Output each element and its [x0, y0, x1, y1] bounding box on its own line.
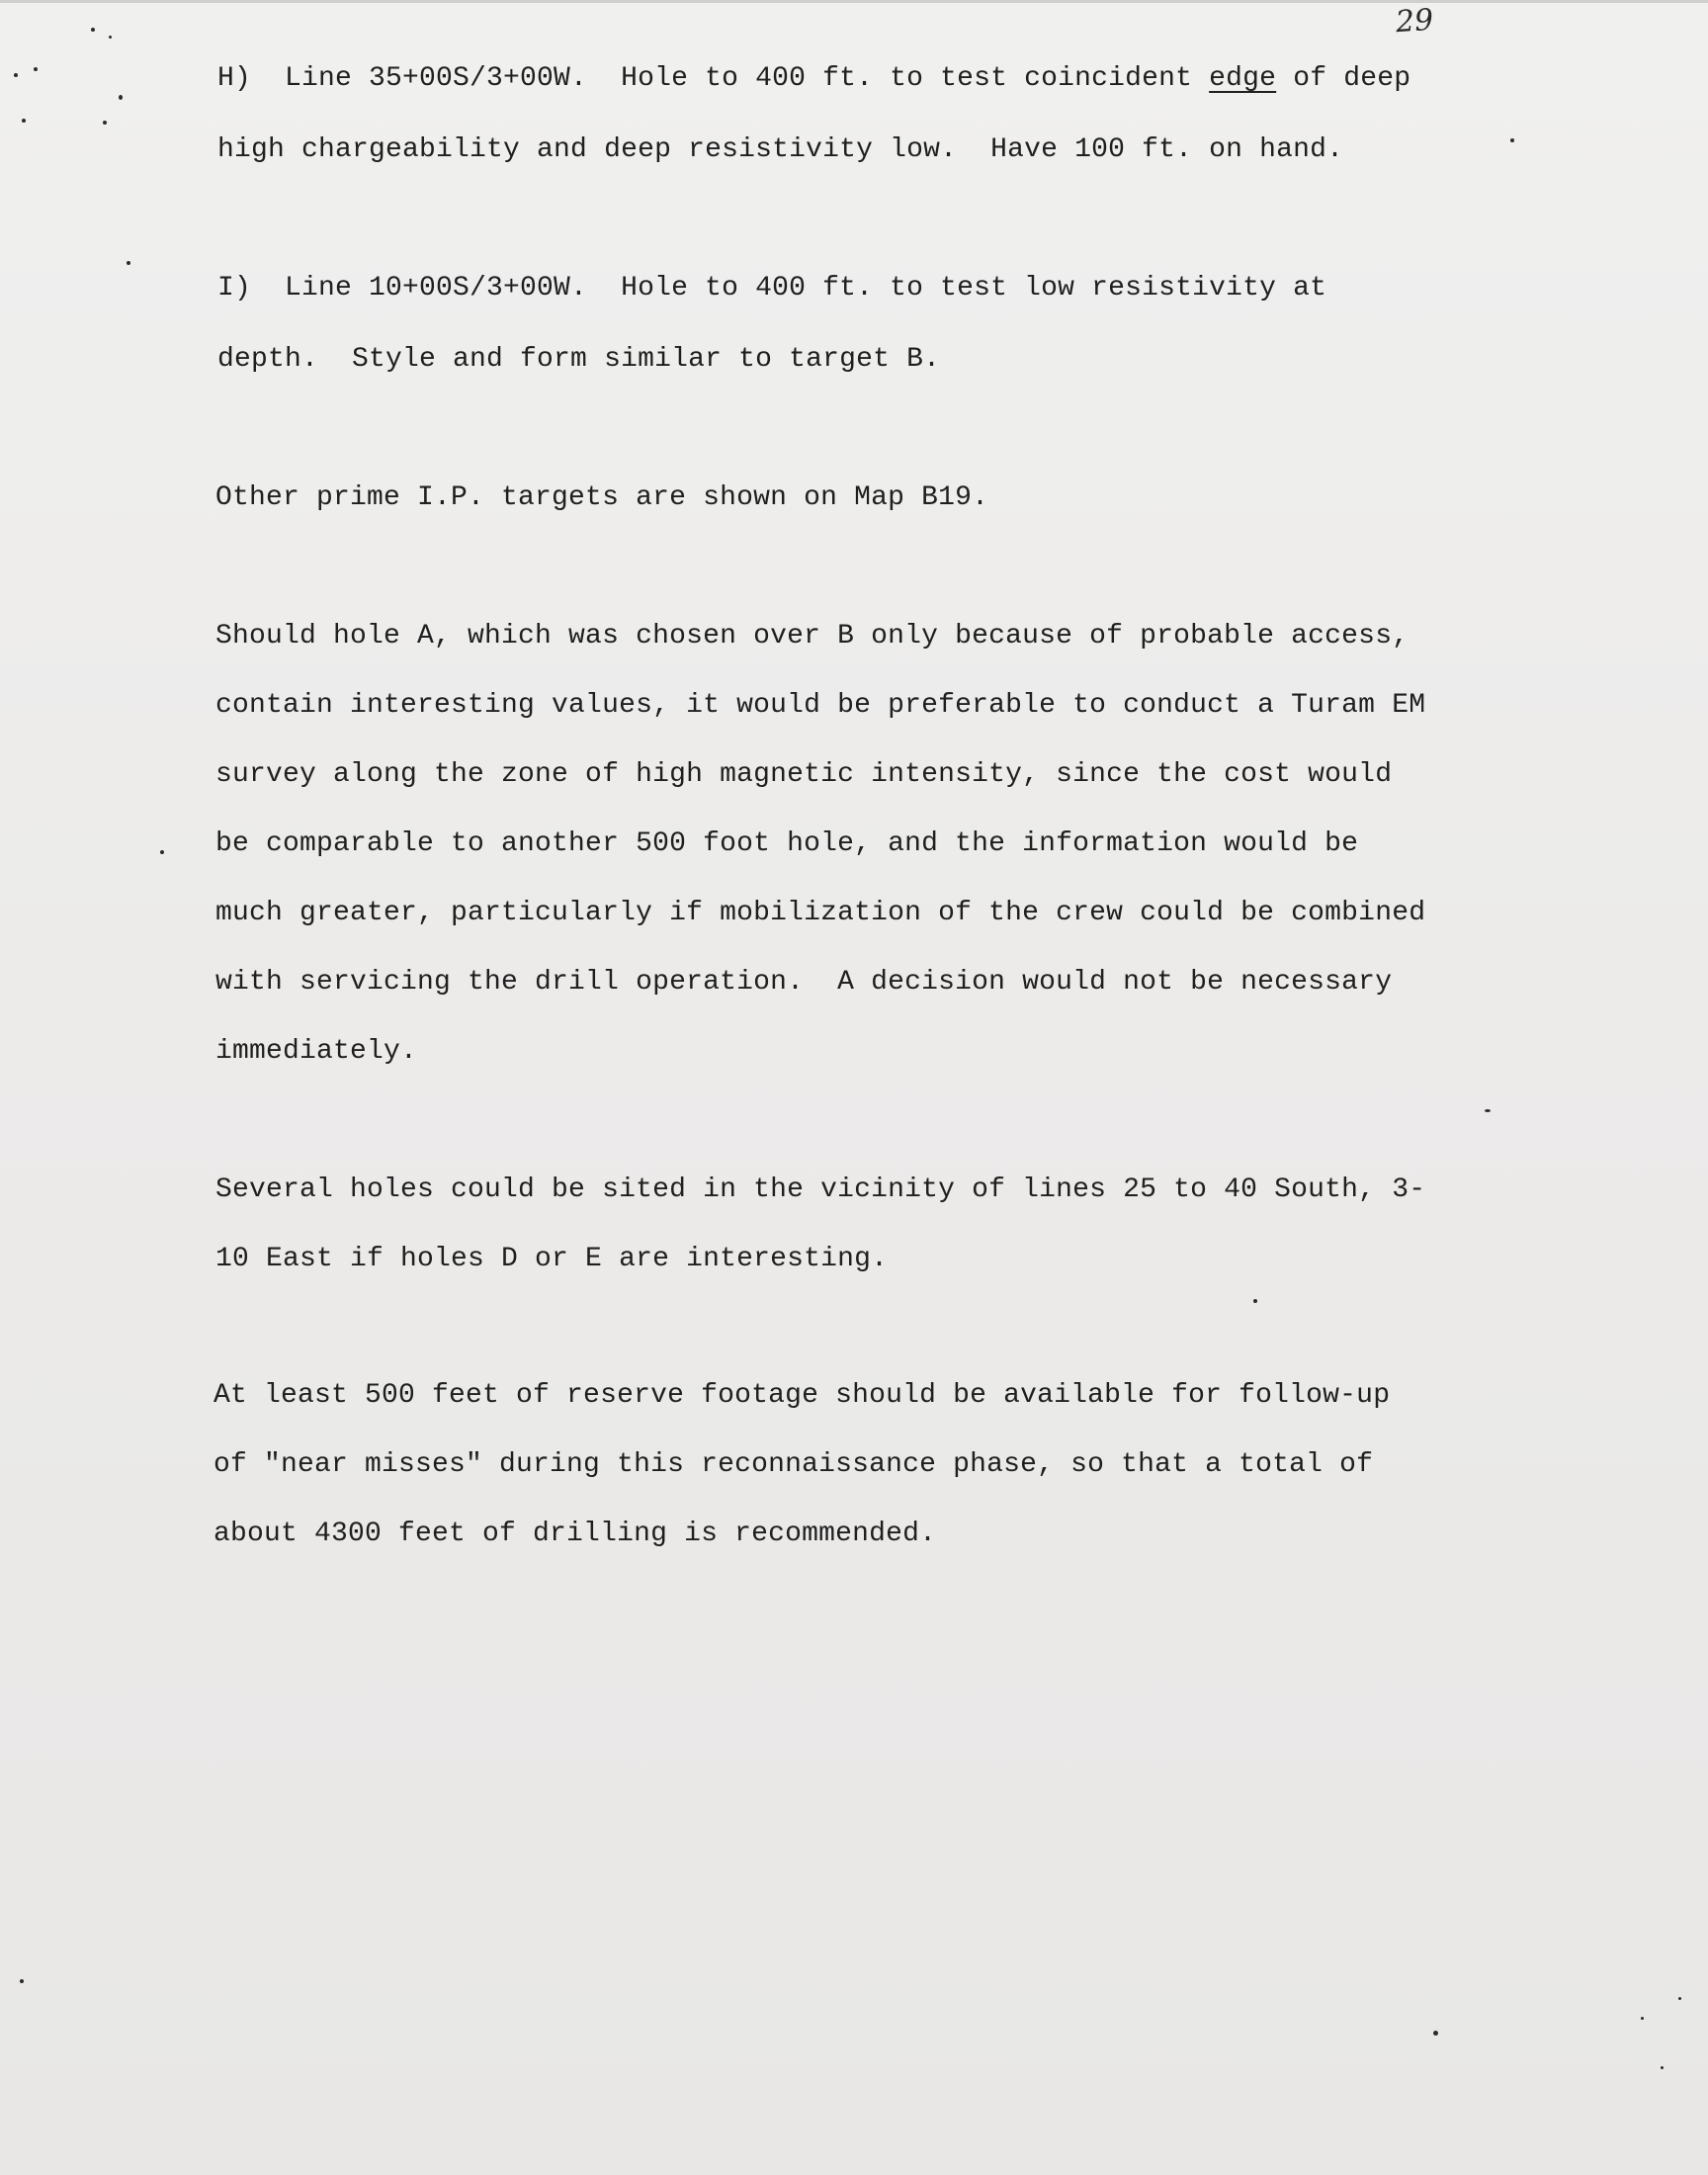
scan-speck — [1433, 2031, 1438, 2036]
paragraph-reserve-line-1: At least 500 feet of reserve footage should be available for follow-up — [214, 1380, 1391, 1411]
target-h-line-2: high chargeability and deep resistivity low. Have 100 ft. on hand. — [217, 134, 1344, 165]
scan-speck — [160, 850, 164, 854]
paragraph-several-holes-line-1: Several holes could be sited in the vicinity of lines 25 to 40 South, 3- — [215, 1174, 1426, 1205]
paragraph-turam-line-3: survey along the zone of high magnetic intensity, since the cost would — [215, 759, 1393, 790]
target-i-line-1: I) Line 10+00S/3+00W. Hole to 400 ft. to test low resistivity at — [217, 273, 1327, 304]
scan-speck — [20, 1979, 24, 1983]
page-number: 29 — [1394, 2, 1435, 41]
page-top-edge — [0, 0, 1708, 3]
scan-speck — [127, 261, 130, 265]
target-i-line-2: depth. Style and form similar to target B. — [217, 344, 941, 375]
text-segment: of deep — [1276, 63, 1411, 94]
paragraph-turam-line-2: contain interesting values, it would be preferable to conduct a Turam EM — [215, 690, 1426, 721]
target-h-line-1 — [217, 63, 1410, 94]
scan-speck — [109, 36, 112, 39]
other-targets-line: Other prime I.P. targets are shown on Map B19. — [215, 482, 989, 513]
scan-speck — [1661, 2066, 1664, 2069]
paragraph-turam-line-6: with servicing the drill operation. A decision would not be necessary — [215, 967, 1393, 998]
paragraph-turam-line-4: be comparable to another 500 foot hole, and the information would be — [215, 828, 1359, 859]
scan-speck — [1253, 1299, 1257, 1303]
paragraph-turam-line-7: immediately. — [215, 1036, 418, 1067]
scan-speck — [1485, 1109, 1491, 1112]
text-segment: H) Line 35+00S/3+00W. Hole to 400 ft. to test coincident — [217, 63, 1210, 94]
underlined-word: edge — [1209, 63, 1277, 94]
scan-speck — [14, 73, 18, 77]
paragraph-turam-line-1: Should hole A, which was chosen over B only because of probable access, — [215, 621, 1409, 652]
scan-speck — [34, 67, 38, 71]
scan-speck — [91, 28, 95, 32]
scan-speck — [119, 95, 123, 100]
paragraph-several-holes-line-2: 10 East if holes D or E are interesting. — [215, 1244, 889, 1274]
scan-speck — [103, 121, 107, 125]
scan-speck — [1510, 138, 1514, 142]
paragraph-reserve-line-3: about 4300 feet of drilling is recommended. — [214, 1519, 937, 1549]
scan-speck — [1641, 2017, 1644, 2020]
paragraph-reserve-line-2: of "near misses" during this reconnaissance phase, so that a total of — [214, 1449, 1374, 1480]
scan-speck — [22, 119, 26, 123]
scan-speck — [1678, 1997, 1681, 2000]
paragraph-turam-line-5: much greater, particularly if mobilization of the crew could be combined — [215, 898, 1426, 928]
